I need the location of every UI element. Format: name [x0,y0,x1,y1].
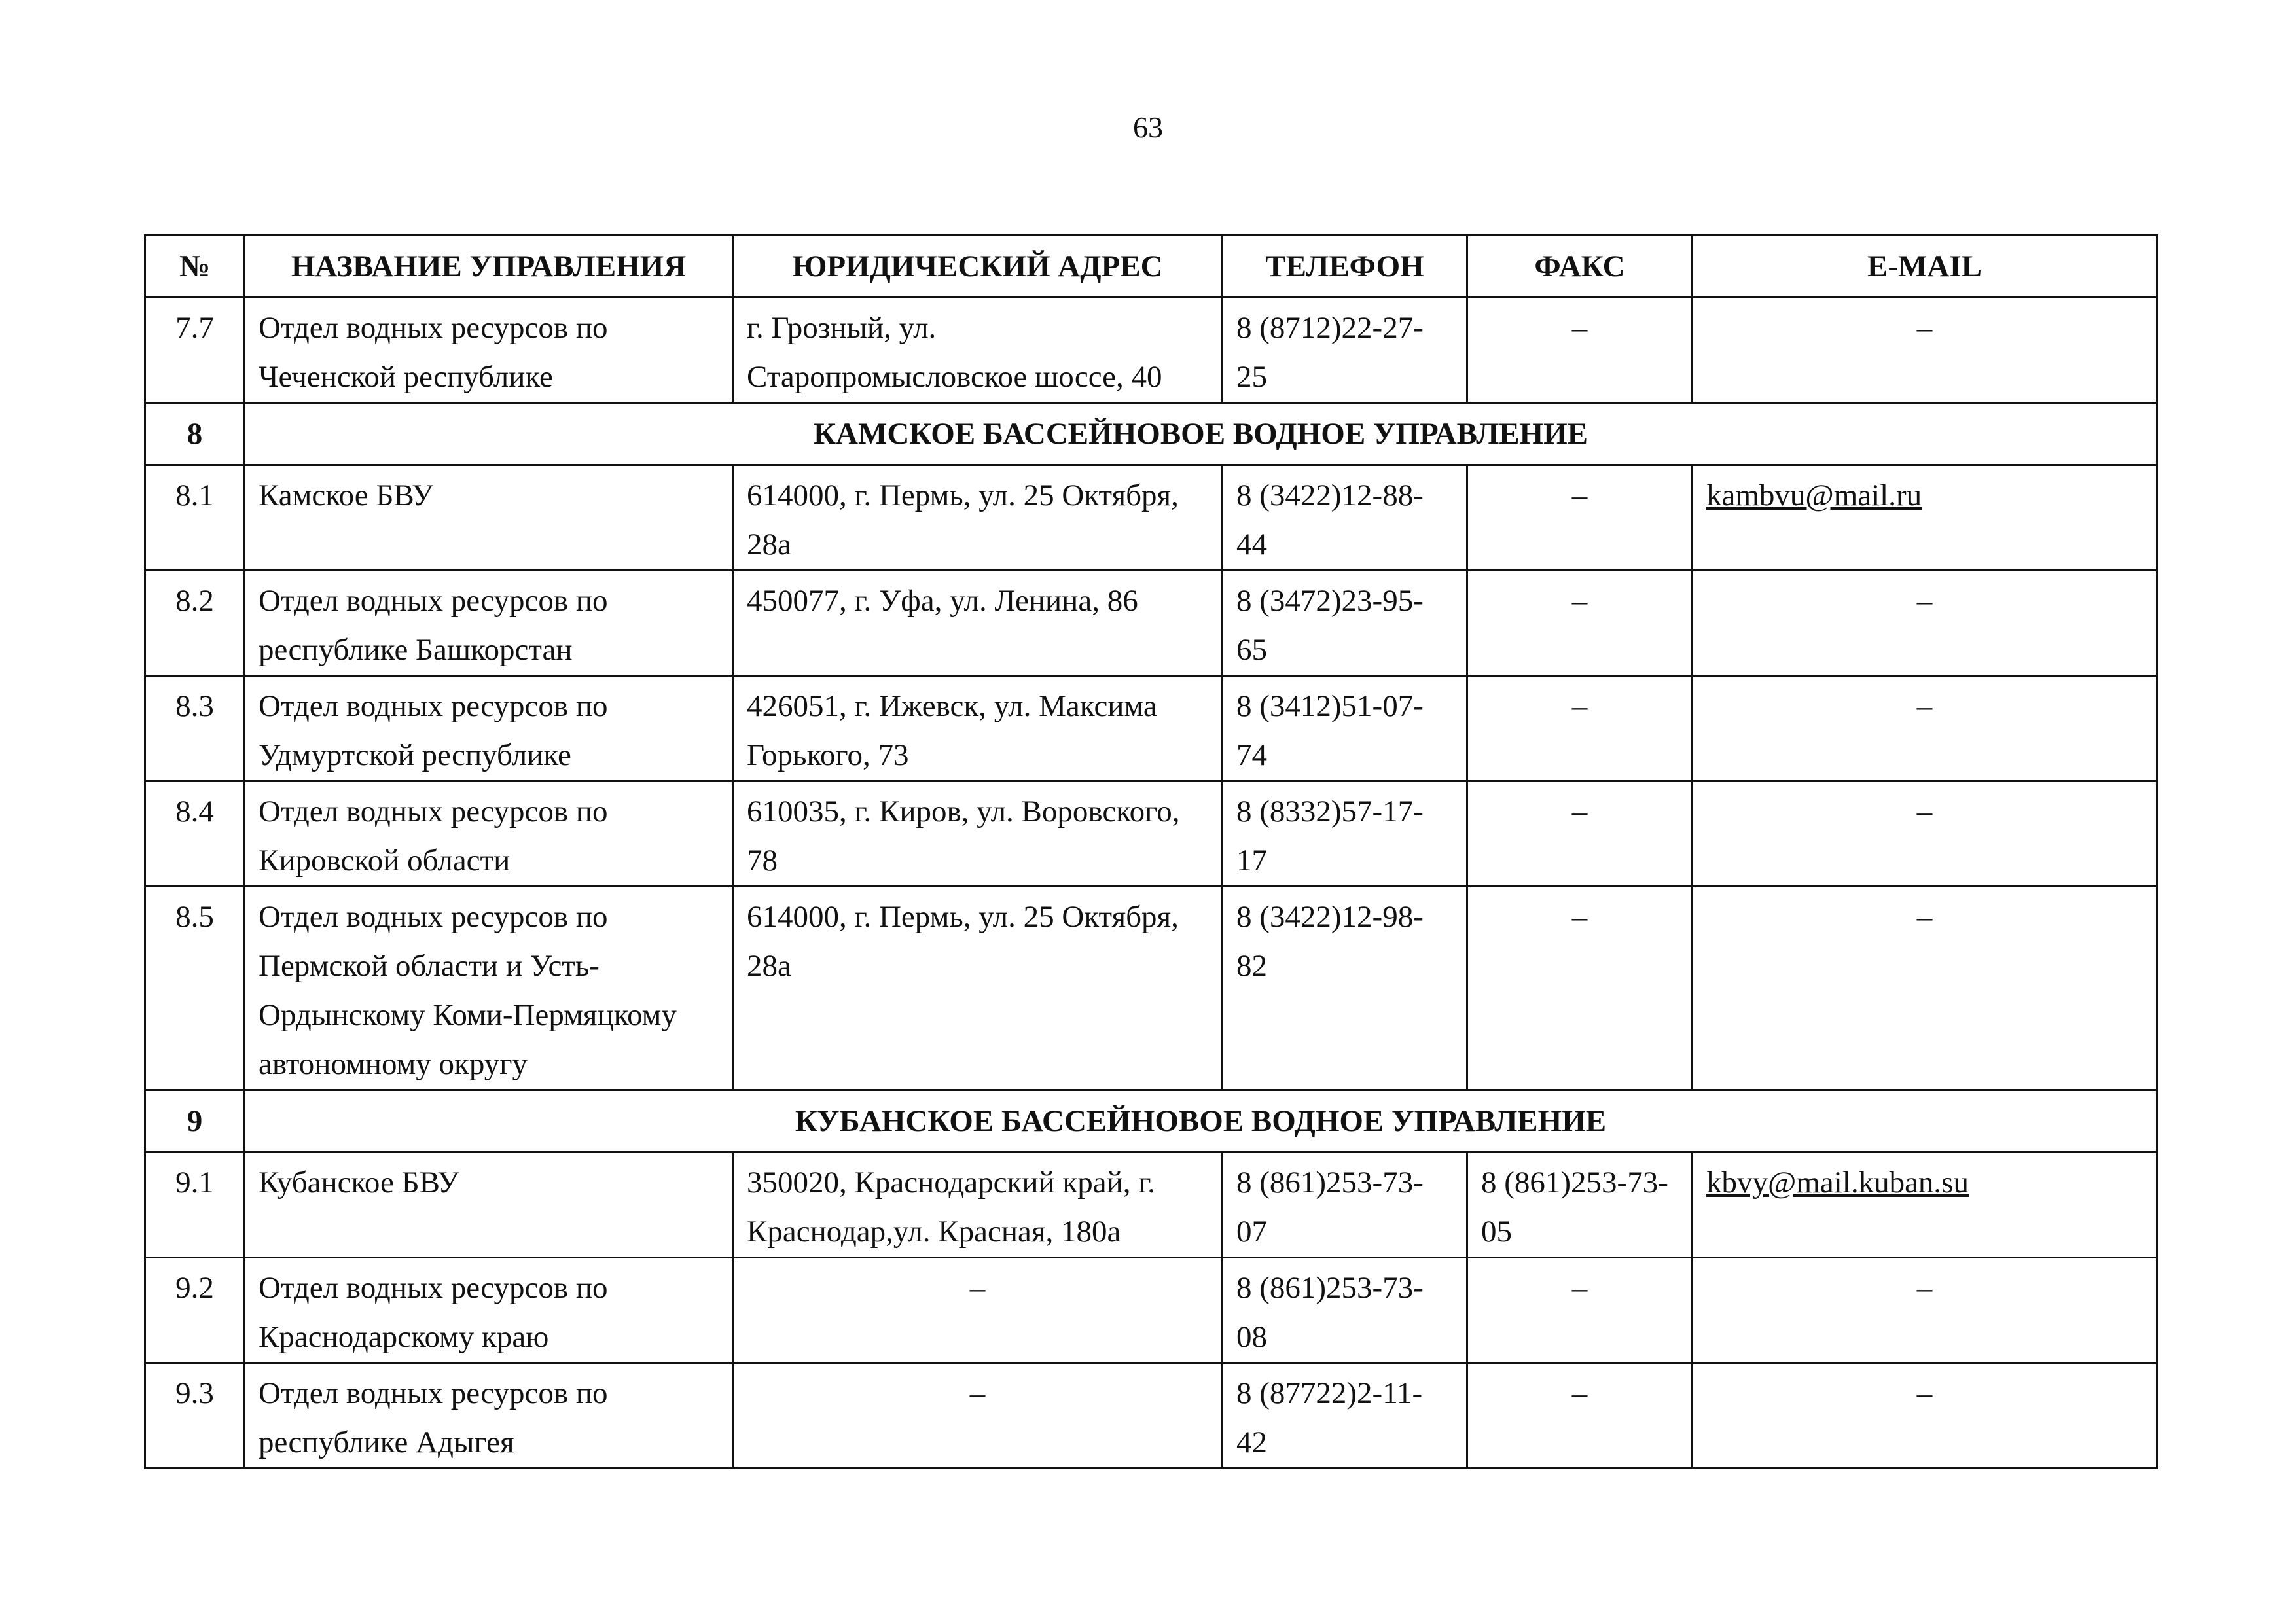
row-num: 7.7 [145,298,245,403]
row-name: Отдел водных ресурсов по Чеченской республике [245,298,733,403]
row-fax: – [1467,465,1693,571]
row-address: 614000, г. Пермь, ул. 25 Октября, 28а [733,465,1223,571]
table-row [145,781,2157,887]
row-name: Кубанское БВУ [245,1152,733,1258]
row-name: Отдел водных ресурсов по республике Адыгея [245,1363,733,1469]
row-phone: 8 (8332)57-17-17 [1223,781,1467,887]
row-fax: – [1467,571,1693,676]
row-fax: – [1467,781,1693,887]
row-address: – [733,1258,1223,1363]
row-phone: 8 (8712)22-27-25 [1223,298,1467,403]
row-email: – [1693,571,2157,676]
row-phone: 8 (3422)12-88-44 [1223,465,1467,571]
row-email: – [1693,298,2157,403]
row-name: Отдел водных ресурсов по Удмуртской республике [245,676,733,781]
row-name: Отдел водных ресурсов по республике Башкорстан [245,571,733,676]
row-num: 8.1 [145,465,245,571]
row-name: Отдел водных ресурсов по Пермской области и Усть-Ордынскому Коми-Пермяцкому автономному округу [245,887,733,1090]
header-email: E-MAIL [1693,236,2157,298]
row-phone: 8 (861)253-73-07 [1223,1152,1467,1258]
row-fax: – [1467,676,1693,781]
row-name: Отдел водных ресурсов по Краснодарскому краю [245,1258,733,1363]
table-row [145,298,2157,403]
row-email: – [1693,676,2157,781]
row-name: Камское БВУ [245,465,733,571]
section-row [145,403,2157,465]
row-address: 614000, г. Пермь, ул. 25 Октября, 28а [733,887,1223,1090]
row-email: – [1693,1258,2157,1363]
row-num: 8.4 [145,781,245,887]
row-fax: – [1467,1363,1693,1469]
table-row [145,1258,2157,1363]
header-address: ЮРИДИЧЕСКИЙ АДРЕС [733,236,1223,298]
table-header-row [145,236,2157,298]
row-address: 610035, г. Киров, ул. Воровского, 78 [733,781,1223,887]
row-fax: 8 (861)253-73-05 [1467,1152,1693,1258]
row-email [1693,465,2157,571]
row-fax: – [1467,887,1693,1090]
page-number: 63 [1133,111,1163,144]
section-num: 8 [145,403,245,465]
row-address: г. Грозный, ул. Старопромысловское шоссе, 40 [733,298,1223,403]
row-address: – [733,1363,1223,1469]
row-phone: 8 (3422)12-98-82 [1223,887,1467,1090]
row-name: Отдел водных ресурсов по Кировской области [245,781,733,887]
section-num: 9 [145,1090,245,1152]
header-fax: ФАКС [1467,236,1693,298]
row-email [1693,1152,2157,1258]
row-email: – [1693,781,2157,887]
row-email: – [1693,1363,2157,1469]
row-email: – [1693,887,2157,1090]
header-num: № [145,236,245,298]
row-phone: 8 (861)253-73-08 [1223,1258,1467,1363]
table-row [145,465,2157,571]
row-fax: – [1467,1258,1693,1363]
row-num: 8.5 [145,887,245,1090]
row-address: 450077, г. Уфа, ул. Ленина, 86 [733,571,1223,676]
table-row [145,676,2157,781]
table-row [145,571,2157,676]
table-row [145,1152,2157,1258]
table-row [145,1363,2157,1469]
water-management-table [144,234,2158,1469]
header-name: НАЗВАНИЕ УПРАВЛЕНИЯ [245,236,733,298]
row-phone: 8 (3412)51-07-74 [1223,676,1467,781]
row-address: 426051, г. Ижевск, ул. Максима Горького, 73 [733,676,1223,781]
row-phone: 8 (3472)23-95-65 [1223,571,1467,676]
email-link[interactable]: kambvu@mail.ru [1706,478,1922,512]
row-num: 8.3 [145,676,245,781]
row-phone: 8 (87722)2-11-42 [1223,1363,1467,1469]
row-num: 9.2 [145,1258,245,1363]
row-num: 9.1 [145,1152,245,1258]
section-title: КАМСКОЕ БАССЕЙНОВОЕ ВОДНОЕ УПРАВЛЕНИЕ [245,403,2157,465]
table-row [145,887,2157,1090]
row-num: 9.3 [145,1363,245,1469]
row-fax: – [1467,298,1693,403]
section-row [145,1090,2157,1152]
header-phone: ТЕЛЕФОН [1223,236,1467,298]
section-title: КУБАНСКОЕ БАССЕЙНОВОЕ ВОДНОЕ УПРАВЛЕНИЕ [245,1090,2157,1152]
email-link[interactable]: kbvy@mail.kuban.su [1706,1166,1969,1200]
row-num: 8.2 [145,571,245,676]
row-address: 350020, Краснодарский край, г. Краснодар,ул. Красная, 180а [733,1152,1223,1258]
